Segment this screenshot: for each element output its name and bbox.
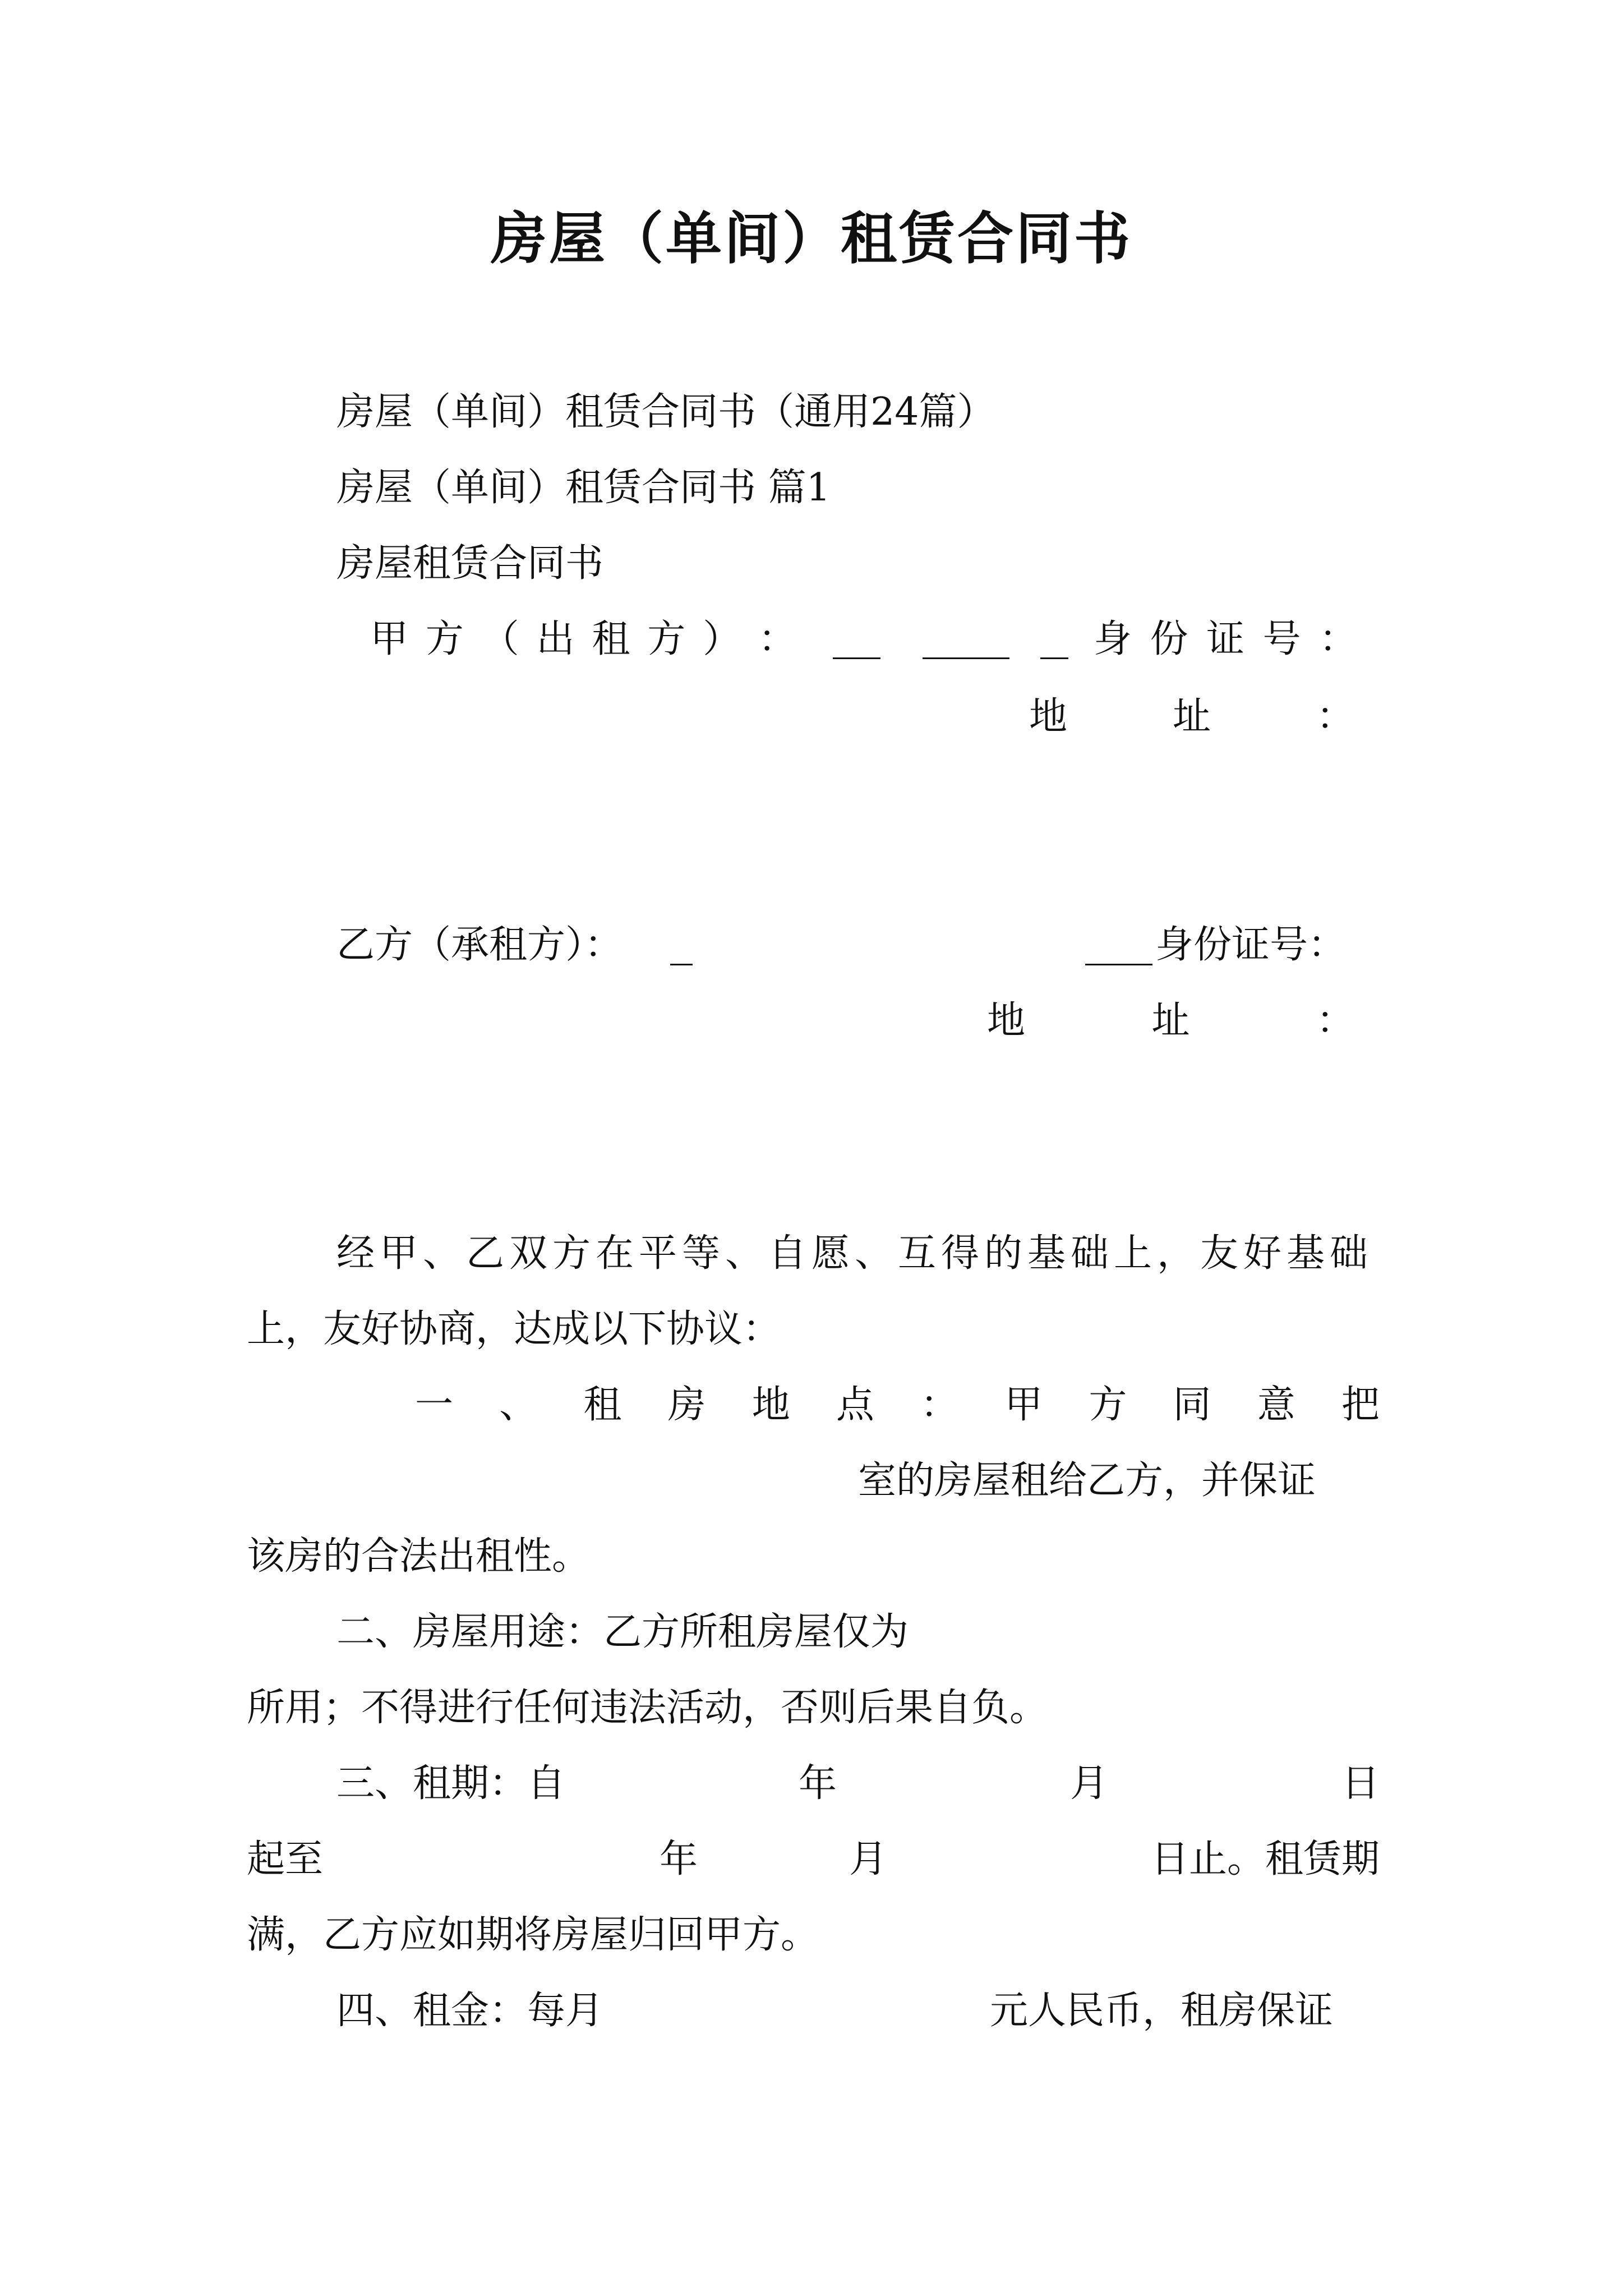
- party-a-name-blank[interactable]: [833, 657, 880, 659]
- party-a-id-char: 份: [1150, 617, 1188, 661]
- clause-3-line-2: [247, 1832, 1380, 1888]
- clause-3-text: 起至: [247, 1837, 324, 1881]
- party-a-label: [370, 611, 796, 668]
- party-a-char: ：: [758, 617, 796, 661]
- clause-3-month: 月: [849, 1837, 887, 1881]
- clause-3-year: 年: [798, 1761, 837, 1806]
- clause-2-line-2: 所用；不得进行任何违法活动，否则后果自负。: [247, 1686, 1048, 1730]
- clause-3-text: 三、租期：自: [336, 1761, 566, 1806]
- clause-4-line-1-right: 元人民币，租房保证: [990, 1989, 1334, 2033]
- intro-line-2: 上，友好协商，达成以下协议：: [247, 1307, 781, 1351]
- clause-3-end: 日止。租赁期: [1150, 1837, 1380, 1881]
- clause-3-month: 月: [1069, 1761, 1108, 1806]
- clause-1-char: 房: [667, 1383, 706, 1427]
- clause-1-char: 地: [751, 1383, 790, 1427]
- clause-3-line-3: 满，乙方应如期将房屋归回甲方。: [247, 1913, 819, 1957]
- address-char: 址: [1172, 694, 1211, 739]
- party-b-id-label: 身份证号：: [1155, 923, 1347, 967]
- clause-4-line-1-left: 四、租金：每月: [336, 1989, 604, 2033]
- clause-1-line-2: 室的房屋租给乙方，并保证: [858, 1458, 1316, 1503]
- party-a-name-blank[interactable]: [1040, 657, 1068, 659]
- party-a-char: 方: [425, 617, 464, 661]
- document-subtitle: 房屋（单间）租赁合同书（通用24篇）: [336, 390, 995, 434]
- address-char: 地: [987, 999, 1026, 1043]
- party-a-char: 甲: [370, 617, 409, 661]
- address-char: ：: [1316, 694, 1354, 739]
- party-a-char: （: [481, 617, 519, 661]
- party-b-address-label: [987, 993, 1354, 1049]
- clause-3-year: 年: [659, 1837, 698, 1881]
- clause-1-char: 一: [415, 1383, 454, 1427]
- party-a-char: 方: [647, 617, 686, 661]
- address-char: ：: [1316, 999, 1354, 1043]
- clause-1-line-1: [415, 1377, 1380, 1433]
- clause-1-char: ：: [920, 1383, 959, 1427]
- party-b-label: 乙方（承租方）：: [336, 923, 623, 967]
- intro-line-1: [336, 1226, 1380, 1282]
- clause-1-char: 点: [836, 1383, 874, 1427]
- clause-1-char: 甲: [1004, 1383, 1043, 1427]
- document-title: 房屋（单间）租赁合同书: [491, 205, 1132, 272]
- party-b-name-blank[interactable]: [670, 964, 693, 965]
- contract-name: 房屋租赁合同书: [336, 541, 604, 586]
- party-a-char: 出: [536, 617, 575, 661]
- clause-2-line-1: 二、房屋用途：乙方所租房屋仅为: [336, 1610, 909, 1654]
- party-a-id-char: 号: [1262, 617, 1301, 661]
- clause-3-line-1: [336, 1756, 1380, 1812]
- address-char: 址: [1151, 999, 1190, 1043]
- party-a-char: 租: [592, 617, 630, 661]
- clause-1-char: 同: [1173, 1383, 1211, 1427]
- clause-1-char: 把: [1341, 1383, 1380, 1427]
- clause-1-line-3: 该房的合法出租性。: [247, 1534, 591, 1579]
- party-a-line: [370, 611, 1357, 668]
- clause-1-char: 方: [1089, 1383, 1127, 1427]
- party-a-id-label: [1094, 611, 1357, 668]
- clause-1-char: 、: [499, 1383, 538, 1427]
- address-char: 地: [1029, 694, 1068, 739]
- clause-3-day: 日: [1341, 1761, 1380, 1806]
- part-heading: 房屋（单间）租赁合同书 篇1: [336, 466, 831, 510]
- party-b-name-blank[interactable]: [1085, 964, 1152, 965]
- party-a-id-char: 身: [1094, 617, 1132, 661]
- party-a-name-blank[interactable]: [923, 657, 1009, 659]
- party-a-char: ）: [703, 617, 741, 661]
- intro-text: 经甲、乙双方在平等、自愿、互得的基础上，友好基础: [336, 1231, 1373, 1276]
- party-a-id-char: ：: [1318, 617, 1357, 661]
- clause-1-char: 租: [583, 1383, 622, 1427]
- party-a-address-label: [1029, 689, 1354, 745]
- party-a-id-char: 证: [1206, 617, 1244, 661]
- clause-1-char: 意: [1257, 1383, 1295, 1427]
